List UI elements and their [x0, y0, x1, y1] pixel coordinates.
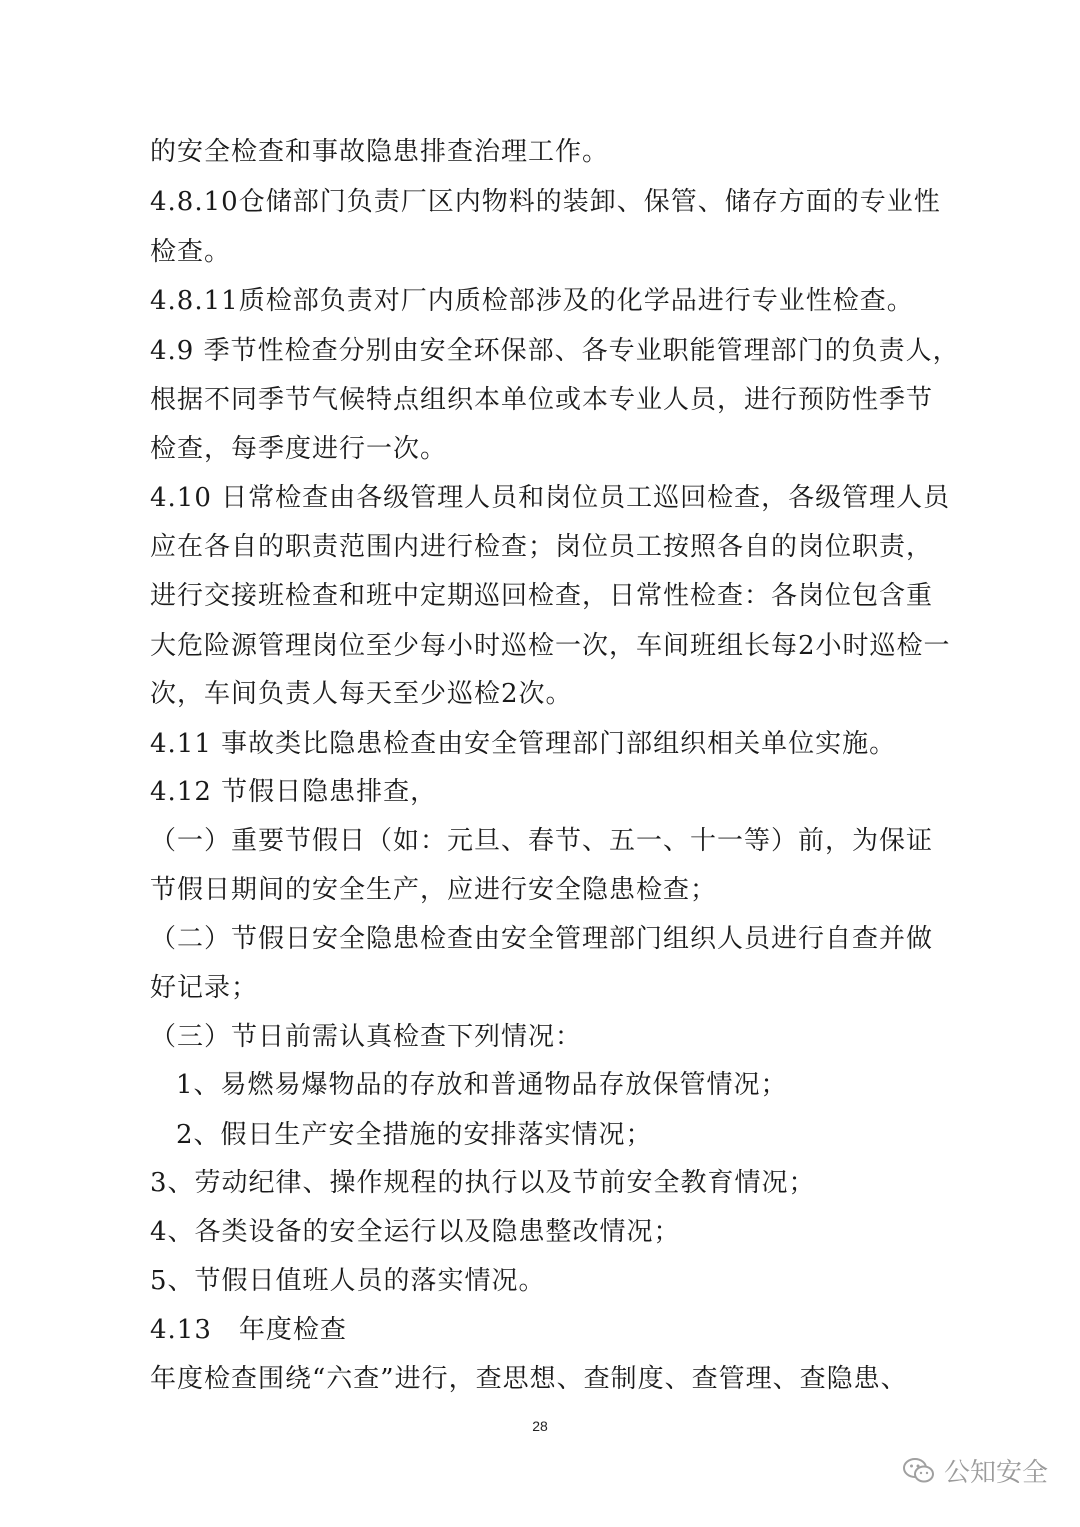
text-line: 检查。	[150, 237, 232, 267]
list-item: 2、假日生产安全措施的安排落实情况；	[176, 1120, 653, 1150]
text-line: 好记录；	[150, 973, 259, 1003]
text-line: 年度检查围绕“六查”进行，查思想、查制度、查管理、查隐患、	[150, 1364, 908, 1394]
text-line: 节假日期间的安全生产，应进行安全隐患检查；	[150, 875, 718, 905]
text-line: 根据不同季节气候特点组织本单位或本专业人员，进行预防性季节	[150, 385, 934, 415]
text-line: 次，车间负责人每天至少巡检2次。	[150, 679, 573, 709]
text-line: （三）节日前需认真检查下列情况：	[150, 1022, 583, 1052]
text-line: 4.8.11质检部负责对厂内质检部涉及的化学品进行专业性检查。	[150, 286, 914, 316]
text-line: （二）节假日安全隐患检查由安全管理部门组织人员进行自查并做	[150, 924, 934, 954]
section-heading: 4.13 年度检查	[150, 1315, 347, 1345]
text-line: 4.12 节假日隐患排查，	[150, 777, 438, 807]
text-line: （一）重要节假日（如：元旦、春节、五一、十一等）前，为保证	[150, 826, 934, 856]
watermark-text: 公知安全	[943, 1458, 1048, 1488]
list-item: 3、劳动纪律、操作规程的执行以及节前安全教育情况；	[150, 1168, 816, 1198]
text-line: 的安全检查和事故隐患排查治理工作。	[150, 137, 610, 167]
text-line: 应在各自的职责范围内进行检查；岗位员工按照各自的岗位职责，	[150, 532, 934, 562]
page-number: 28	[532, 1418, 548, 1434]
text-line: 4.8.10仓储部门负责厂区内物料的装卸、保管、储存方面的专业性	[150, 187, 941, 217]
watermark	[902, 1452, 1048, 1489]
text-line: 4.10 日常检查由各级管理人员和岗位员工巡回检查，各级管理人员	[150, 483, 951, 513]
wechat-icon	[902, 1456, 936, 1486]
text-line: 4.9 季节性检查分别由安全环保部、各专业职能管理部门的负责人，	[150, 336, 960, 366]
text-line: 进行交接班检查和班中定期巡回检查，日常性检查：各岗位包含重	[150, 581, 934, 611]
list-item: 4、各类设备的安全运行以及隐患整改情况；	[150, 1217, 681, 1247]
text-line: 检查，每季度进行一次。	[150, 434, 448, 464]
list-item: 5、节假日值班人员的落实情况。	[150, 1266, 546, 1296]
text-line: 4.11 事故类比隐患检查由安全管理部门部组织相关单位实施。	[150, 729, 897, 759]
list-item: 1、易燃易爆物品的存放和普通物品存放保管情况；	[176, 1070, 788, 1100]
text-line: 大危险源管理岗位至少每小时巡检一次，车间班组长每2小时巡检一	[150, 631, 951, 661]
